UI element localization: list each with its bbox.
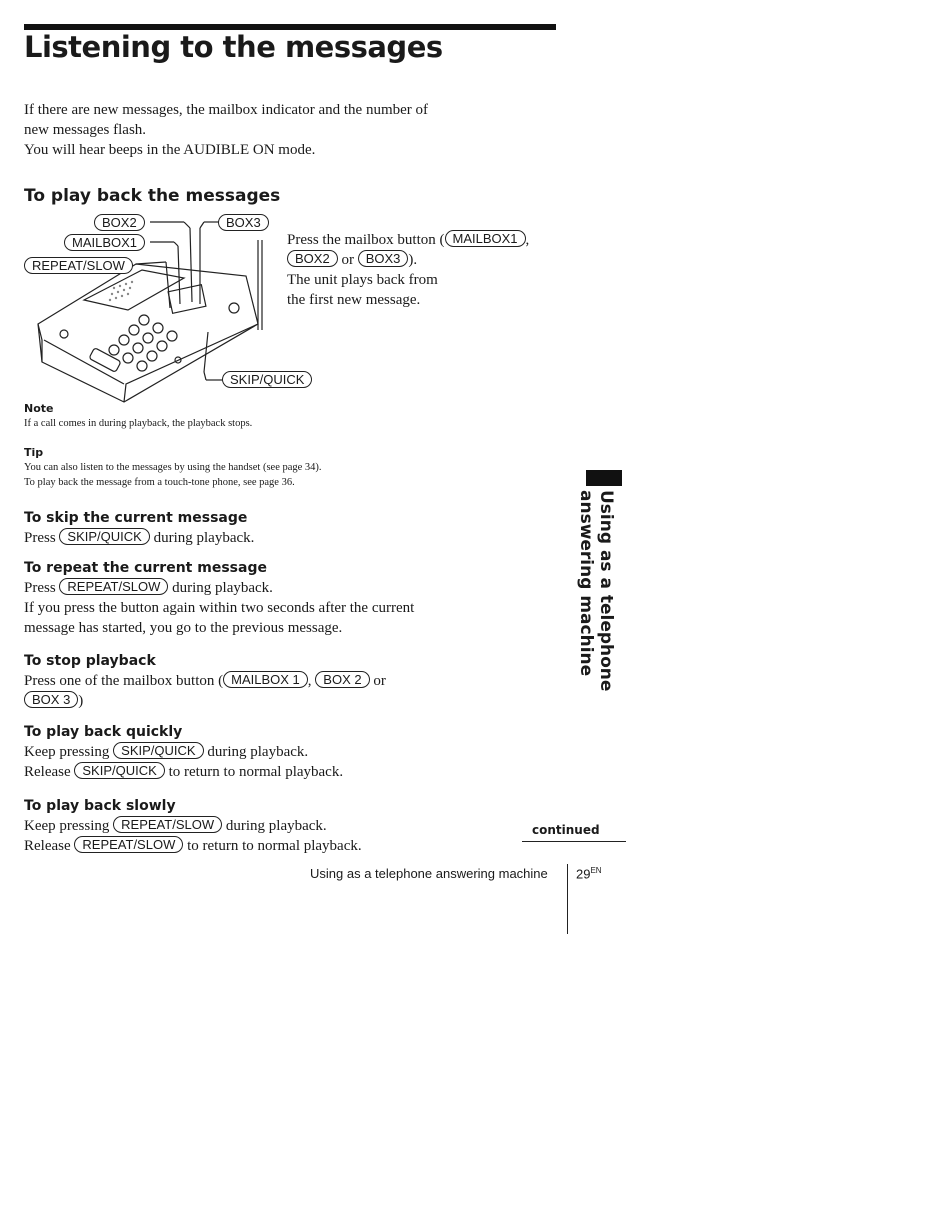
box2-callout: BOX2 [94,214,145,231]
stop-heading: To stop playback [24,653,156,669]
repeat-line-1: Press REPEAT/SLOW during playback. [24,579,273,596]
skip-text: Press SKIP/QUICK during playback. [24,529,255,546]
repeat-line-2: If you press the button again within two seconds after the current [24,600,415,616]
slow-heading: To play back slowly [24,798,176,814]
slow-line-1: Keep pressing REPEAT/SLOW during playback. [24,817,327,834]
intro-line-3: You will hear beeps in the AUDIBLE ON mode. [24,142,316,158]
side-tab-line-1: Using as a telephone [596,490,616,692]
repeat-slow-callout: REPEAT/SLOW [24,257,133,274]
footer-divider [567,864,568,934]
continued-rule [522,841,626,842]
side-tab-text [576,490,616,691]
tip-label: Tip [24,446,44,459]
stop-text [24,671,386,711]
box-2-key: BOX 2 [315,671,369,688]
note-text: If a call comes in during playback, the playback stops. [24,418,253,429]
mailbox1-callout: MAILBOX1 [64,234,145,251]
playback-line-2: BOX2 or BOX3 ). [287,250,529,270]
stop-line-2: BOX 3 ) [24,691,386,711]
tip-line-1: You can also listen to the messages by using the handset (see page 34). [24,462,322,473]
playback-line-3: The unit plays back from [287,272,438,288]
skip-heading: To skip the current message [24,510,248,526]
quick-line-1: Keep pressing SKIP/QUICK during playback. [24,743,309,760]
repeat-heading: To repeat the current message [24,560,267,576]
box3-callout: BOX3 [218,214,269,231]
skip-quick-key: SKIP/QUICK [59,528,149,545]
mailbox-1-key: MAILBOX 1 [223,671,308,688]
quick-heading: To play back quickly [24,724,183,740]
playback-line-4: the first new message. [287,292,421,308]
repeat-slow-key: REPEAT/SLOW [59,578,168,595]
tip-line-2: To play back the message from a touch-tone phone, see page 36. [24,477,295,488]
slow-text [24,816,362,856]
skip-quick-key: SKIP/QUICK [113,742,203,759]
playback-line-1: Press the mailbox button ( MAILBOX1 , [287,231,530,248]
side-tab-marker [586,470,622,486]
slow-line-2: Release REPEAT/SLOW to return to normal playback. [24,837,362,854]
footer-page: $29^{EN}$ [576,866,602,882]
note-label: Note [24,402,54,415]
skip-quick-callout: SKIP/QUICK [222,371,312,388]
repeat-slow-key: REPEAT/SLOW [74,836,183,853]
stop-line-1: Press one of the mailbox button ( MAILBOX 1 , BOX 2 or [24,672,386,689]
box3-key: BOX3 [358,250,409,267]
repeat-line-3: message has started, you go to the previous message. [24,620,343,636]
quick-line-2: Release SKIP/QUICK to return to normal playback. [24,763,344,780]
box-3-key: BOX 3 [24,691,78,708]
continued-label: continued [532,823,600,837]
quick-text [24,742,343,782]
playback-heading: To play back the messages [24,186,281,206]
intro-line-1: If there are new messages, the mailbox indicator and the number of [24,102,429,118]
box2-key: BOX2 [287,250,338,267]
repeat-slow-key: REPEAT/SLOW [113,816,222,833]
intro-text [24,100,428,160]
footer-section: Using as a telephone answering machine [310,866,548,881]
skip-quick-key: SKIP/QUICK [74,762,164,779]
page-title: Listening to the messages [24,30,443,64]
side-tab-line-2: answering machine [576,490,596,677]
tip-text [24,460,322,490]
side-tab [572,470,642,700]
mailbox1-key: MAILBOX1 [445,230,526,247]
intro-line-2: new messages flash. [24,122,147,138]
repeat-text [24,578,414,638]
playback-instructions [287,230,529,310]
